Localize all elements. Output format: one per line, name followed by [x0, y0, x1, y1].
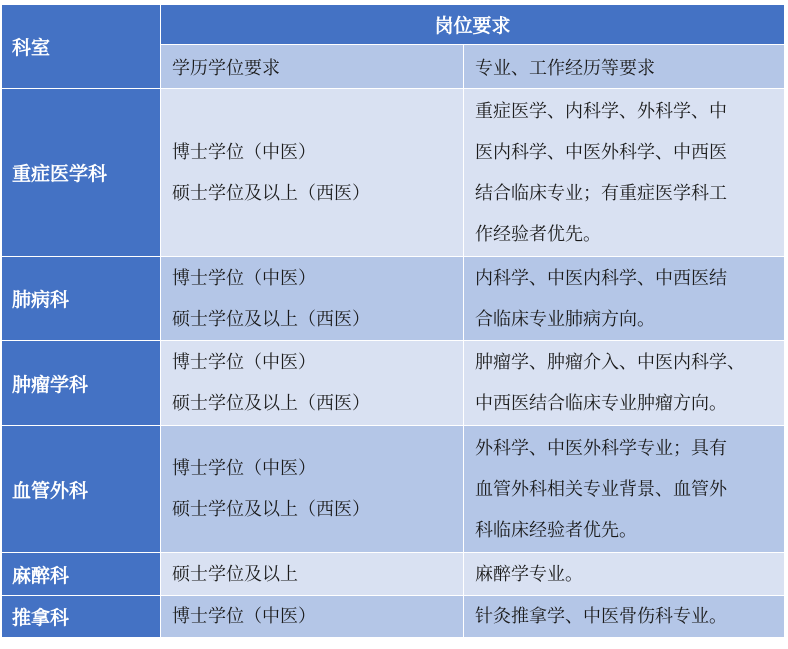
degree-line: 硕士学位及以上（西医）: [172, 308, 370, 330]
header-row: [2, 5, 785, 45]
major-line: 肿瘤学、肿瘤介入、中医内科学、: [475, 352, 745, 373]
degree-cell: [161, 553, 464, 596]
major-line: 医内科学、中医外科学、中西医: [475, 141, 727, 163]
degree-line: 博士学位（中医）: [172, 606, 316, 627]
department-cell: 肿瘤学科: [2, 341, 161, 426]
degree-line: 博士学位（中医）: [172, 352, 316, 373]
degree-cell: [161, 257, 464, 341]
major-line: 科临床经验者优先。: [475, 519, 637, 541]
degree-line: 硕士学位及以上: [172, 563, 298, 585]
degree-line: 博士学位（中医）: [172, 458, 316, 479]
degree-line: 硕士学位及以上（西医）: [172, 393, 370, 414]
degree-line: 博士学位（中医）: [172, 141, 316, 163]
department-cell: 麻醉科: [2, 553, 161, 596]
degree-line: 硕士学位及以上（西医）: [172, 182, 370, 204]
major-line: 中西医结合临床专业肿瘤方向。: [475, 393, 727, 414]
major-line: 重症医学、内科学、外科学、中: [475, 100, 727, 122]
degree-cell: [161, 89, 464, 257]
major-cell: [464, 596, 785, 638]
department-cell: 推拿科: [2, 596, 161, 638]
table-row: [2, 596, 785, 638]
table-row: [2, 89, 785, 257]
major-cell: [464, 341, 785, 426]
major-line: 外科学、中医外科学专业；具有: [475, 437, 727, 459]
department-cell: 血管外科: [2, 426, 161, 553]
major-cell: [464, 426, 785, 553]
degree-cell: [161, 341, 464, 426]
degree-line: 博士学位（中医）: [172, 267, 316, 289]
table-row: [2, 553, 785, 596]
position-requirements-header: 岗位要求: [161, 5, 785, 45]
major-line: 血管外科相关专业背景、血管外: [475, 478, 727, 500]
major-line: 合临床专业肺病方向。: [475, 308, 655, 330]
major-line: 内科学、中医内科学、中西医结: [475, 267, 727, 289]
major-line: 结合临床专业；有重症医学科工: [475, 182, 727, 204]
table-row: [2, 257, 785, 341]
department-cell: 重症医学科: [2, 89, 161, 257]
major-cell: [464, 257, 785, 341]
recruitment-requirements-table: [1, 4, 785, 638]
major-line: 麻醉学专业。: [475, 563, 583, 585]
table-row: [2, 341, 785, 426]
department-header: 科室: [2, 5, 161, 89]
major-requirements-header: 专业、工作经历等要求: [464, 45, 785, 89]
table-row: [2, 426, 785, 553]
major-cell: [464, 553, 785, 596]
degree-line: 硕士学位及以上（西医）: [172, 499, 370, 520]
major-line: 针灸推拿学、中医骨伤科专业。: [475, 606, 727, 627]
degree-requirements-header: 学历学位要求: [161, 45, 464, 89]
degree-cell: [161, 596, 464, 638]
department-cell: 肺病科: [2, 257, 161, 341]
major-line: 作经验者优先。: [475, 223, 601, 245]
degree-cell: [161, 426, 464, 553]
major-cell: [464, 89, 785, 257]
